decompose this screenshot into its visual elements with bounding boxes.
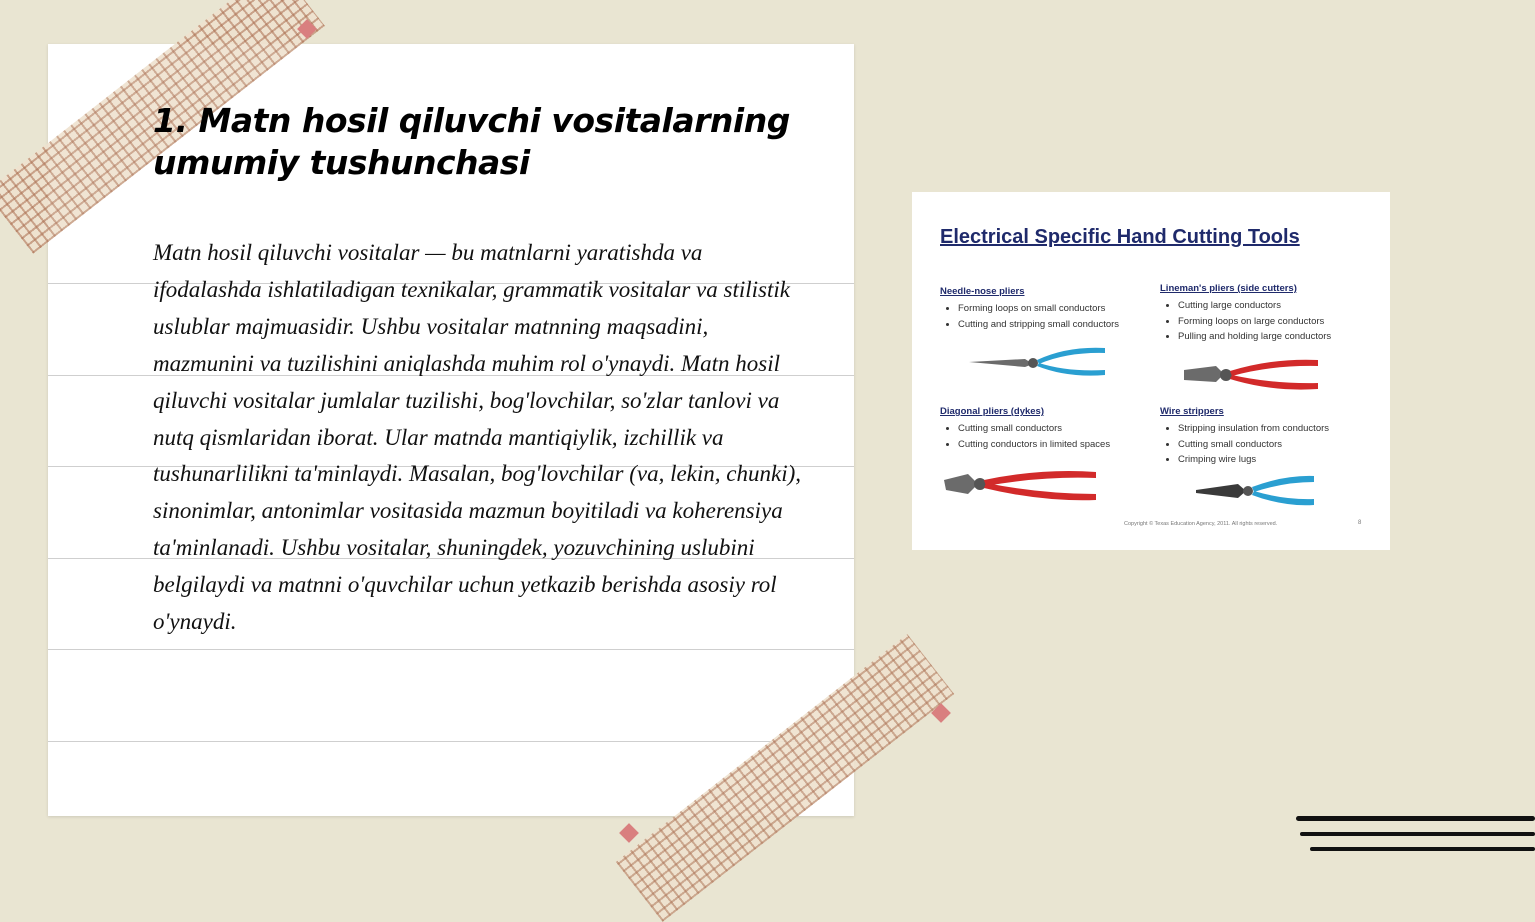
tool-wire-strippers (1160, 406, 1375, 468)
decorative-stroke (1310, 847, 1535, 851)
tool-needle-nose (940, 286, 1155, 332)
tool-use: • Cutting large conductors (1178, 298, 1375, 314)
paper-rule (48, 649, 854, 650)
tool-use: • Cutting small conductors (1178, 437, 1375, 453)
wire-strippers-icon (1194, 472, 1319, 510)
lineman-pliers-icon (1182, 354, 1322, 396)
body-paragraph: Matn hosil qiluvchi vositalar — bu matnlarni yaratishda va ifodalashda ishlatiladigan texnikalar, grammatik vositalar va stilistik uslublar majmuasidir. Ushbu vositalar matnning maqsadini, mazmunini va tuzilishini aniqlashda muhim rol o'ynaydi. Matn hosil qiluvchi vositalar jumlalar tuzilishi, bog'lovchilar, so'zlar tanlovi va nutq qismlaridan iborat. Ular matnda mantiqiylik, izchillik va tushunarlilikni ta'minlaydi. Masalan, bog'lovchilar (va, lekin, chunki), sinonimlar, antonimlar vositasida mazmun boyitiladi va koherensiya ta'minlanadi. Ushbu vositalar, shuningdek, yozuvchining uslubini belgilaydi va matnni o'quvchilar uchun yetkazib berishda asosiy rol o'ynaydi. (153, 240, 801, 635)
tool-lineman (1160, 283, 1375, 345)
needle-nose-pliers-icon (967, 342, 1112, 384)
tool-name: Diagonal pliers (dykes) (940, 406, 1045, 417)
tools-slide-image (912, 192, 1390, 550)
slide-title: Electrical Specific Hand Cutting Tools (940, 226, 1300, 248)
tool-use: • Pulling and holding large conductors (1178, 329, 1375, 345)
tool-use: • Cutting small conductors (958, 421, 1155, 437)
tool-name: Lineman's pliers (side cutters) (1160, 283, 1297, 294)
tool-use: • Cutting conductors in limited spaces (958, 437, 1155, 453)
tool-use: • Forming loops on small conductors (958, 301, 1155, 317)
slide-page-number: 8 (1358, 520, 1362, 526)
tool-use: • Forming loops on large conductors (1178, 314, 1375, 330)
paper-rule (48, 741, 854, 742)
tool-diagonal (940, 406, 1155, 452)
tool-name: Needle-nose pliers (940, 286, 1025, 297)
diagonal-pliers-icon (942, 466, 1102, 506)
page-title: 1. Matn hosil qiluvchi vositalarning umumiy tushunchasi (153, 101, 790, 182)
slide-copyright: Copyright © Texas Education Agency, 2011. All rights reserved. (1124, 521, 1278, 527)
decorative-stroke (1296, 816, 1535, 821)
tool-use: • Crimping wire lugs (1178, 452, 1375, 468)
tool-use: • Cutting and stripping small conductors (958, 317, 1155, 333)
tool-use: • Stripping insulation from conductors (1178, 421, 1375, 437)
tape-tip (619, 823, 639, 843)
tool-name: Wire strippers (1160, 406, 1224, 417)
decorative-stroke (1300, 832, 1535, 836)
